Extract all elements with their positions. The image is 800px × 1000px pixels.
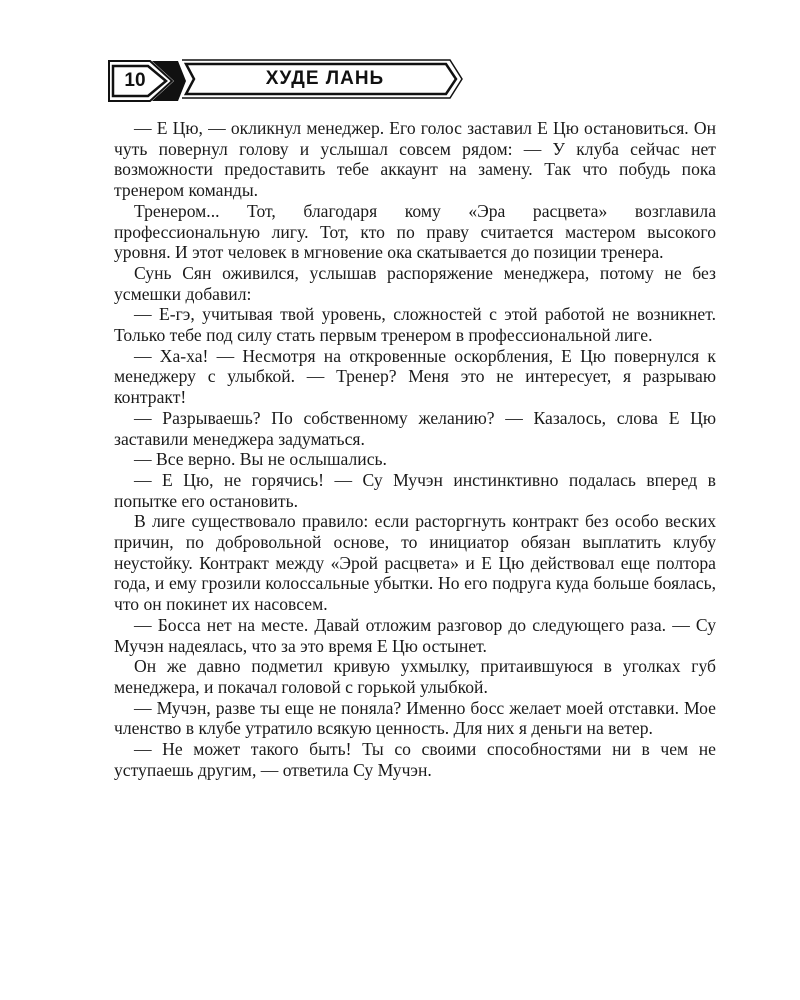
running-title: ХУДЕ ЛАНЬ — [265, 68, 385, 89]
paragraph: В лиге существовало правило: если расторгнуть контракт без особо веских причин, по добровольной основе, то инициатор обязан выплатить клубу неустойку. Контракт между «Эрой расцвета» и Е Цю действовал еще полтора года, и ему грозили колоссальные убытки. Но его подруга куда больше боялась, что он покинет их насовсем. — [114, 511, 716, 615]
page-number: 10 — [124, 70, 146, 91]
page-header — [0, 0, 800, 110]
paragraph: — Е-гэ, учитывая твой уровень, сложностей с этой работой не возникнет. Только тебе под силу стать первым тренером в профессиональной лиге. — [114, 304, 716, 346]
paragraph: — Е Цю, не горячись! — Су Мучэн инстинктивно подалась вперед в попытке его остановить. — [114, 469, 716, 511]
page-body — [114, 118, 716, 781]
paragraph: Он же давно подметил кривую ухмылку, притаившуюся в уголках губ менеджера, и покачал головой с горькой улыбкой. — [114, 656, 716, 697]
paragraph: — Не может такого быть! Ты со своими способностями ни в чем не уступаешь другим, — ответила Су Мучэн. — [114, 739, 716, 780]
paragraph: — Мучэн, разве ты еще не поняла? Именно босс желает моей отставки. Мое членство в клубе утратило всякую ценность. Для них я деньги на ветер. — [114, 697, 716, 739]
paragraph: — Разрываешь? По собственному желанию? — Казалось, слова Е Цю заставили менеджера задуматься. — [114, 407, 716, 449]
paragraph: Тренером... Тот, благодаря кому «Эра расцвета» возглавила профессиональную лигу. Тот, кто по праву считается мастером высокого уровня. И этот человек в мгновение ока скатывается до позиции тренера. — [114, 200, 716, 263]
paragraph: — Все верно. Вы не ослышались. — [134, 449, 387, 470]
paragraph: — Босса нет на месте. Давай отложим разговор до следующего раза. — Су Мучэн надеялась, что за это время Е Цю остынет. — [114, 614, 716, 656]
paragraph: — Е Цю, — окликнул менеджер. Его голос заставил Е Цю остановиться. Он чуть повернул голову и услышал совсем рядом: — У клуба сейчас нет возможности предоставить тебе аккаунт на замену. Так что побудь пока тренером команды. — [114, 118, 716, 201]
paragraph: Сунь Сян оживился, услышав распоряжение менеджера, потому не без усмешки добавил: — [114, 262, 716, 304]
paragraph: — Ха-ха! — Несмотря на откровенные оскорбления, Е Цю повернулся к менеджеру с улыбкой. — Тренер? Меня это не интересует, я разрываю контракт! — [114, 345, 716, 408]
